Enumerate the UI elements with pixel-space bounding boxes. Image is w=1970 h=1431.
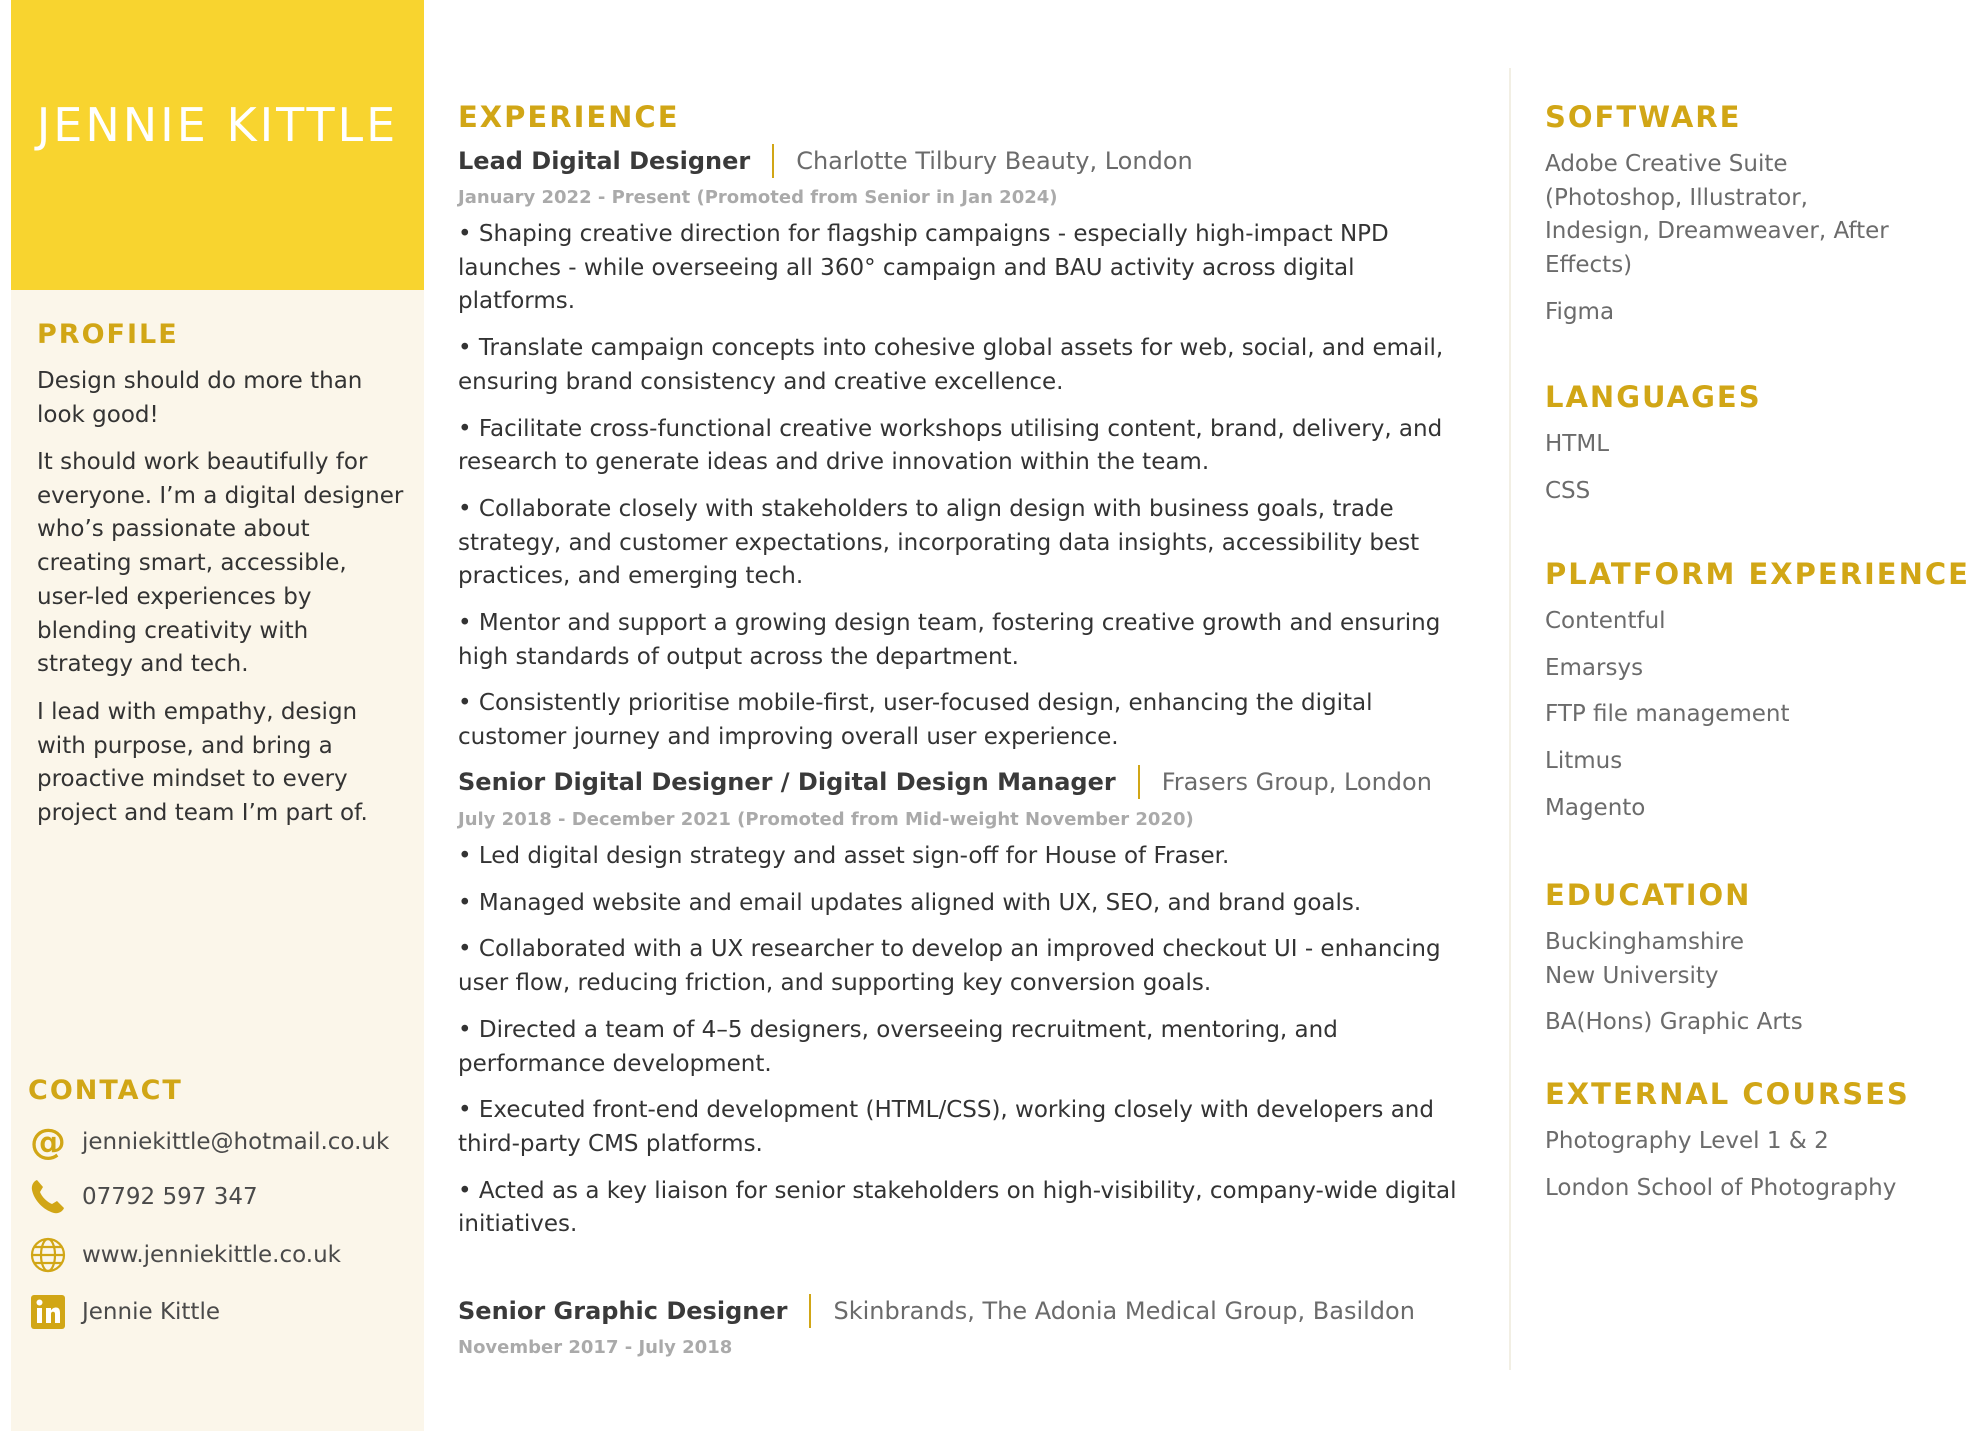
list-item: • Led digital design strategy and asset sign-off for House of Fraser. <box>458 840 1478 874</box>
list-item: • Acted as a key liaison for senior stakeholders on high-visibility, company-wide digital initiatives. <box>458 1175 1478 1242</box>
contact-website[interactable] <box>28 1235 341 1275</box>
list-item: Contentful <box>1545 608 1666 634</box>
contact-phone[interactable] <box>28 1177 258 1217</box>
list-item: Buckinghamshire New University <box>1545 929 1745 989</box>
profile-paragraph: I lead with empathy, design with purpose, and bring a proactive mindset to every project and team I’m part of. <box>37 699 368 827</box>
external-courses-list <box>1545 1125 1920 1218</box>
list-item: • Consistently prioritise mobile-first, user-focused design, enhancing the digital customer journey and improving overall user experience. <box>458 687 1478 754</box>
job-company: Frasers Group, London <box>1161 768 1432 796</box>
list-item: Adobe Creative Suite (Photoshop, Illustrator, Indesign, Dreamweaver, After Effects) <box>1545 151 1889 279</box>
software-heading: SOFTWARE <box>1545 100 1742 134</box>
contact-linkedin[interactable] <box>28 1292 220 1332</box>
job-title: Lead Digital Designer <box>458 147 751 175</box>
contact-heading: CONTACT <box>28 1075 183 1106</box>
experience-heading: EXPERIENCE <box>458 100 680 134</box>
resume-name: JENNIE KITTLE <box>36 98 399 152</box>
education-heading: EDUCATION <box>1545 878 1752 912</box>
job-header <box>458 141 1193 181</box>
column-divider <box>1509 68 1511 1370</box>
list-item: Emarsys <box>1545 654 1644 681</box>
list-item: • Facilitate cross-functional creative workshops utilising content, brand, delivery, and research to generate ideas and drive innovation within the team. <box>458 413 1478 480</box>
job-bullets <box>458 840 1478 1255</box>
separator <box>1138 765 1140 799</box>
at-icon <box>28 1122 68 1162</box>
list-item: • Directed a team of 4–5 designers, overseeing recruitment, mentoring, and performance development. <box>458 1014 1478 1081</box>
job-company: Skinbrands, The Adonia Medical Group, Basildon <box>833 1297 1415 1325</box>
job-bullets <box>458 218 1478 768</box>
list-item: London School of Photography <box>1545 1174 1897 1201</box>
profile-paragraph: Design should do more than look good! <box>37 368 363 428</box>
list-item: • Collaborate closely with stakeholders to align design with business goals, trade strategy, and customer expectations, incorporating data insights, accessibility best practices, and emerging tech. <box>458 493 1478 594</box>
list-item: BA(Hons) Graphic Arts <box>1545 1009 1803 1036</box>
list-item: • Managed website and email updates aligned with UX, SEO, and brand goals. <box>458 887 1478 921</box>
profile-heading: PROFILE <box>37 319 179 350</box>
platform-list <box>1545 605 1920 839</box>
list-item: CSS <box>1545 477 1591 504</box>
list-item: Photography Level 1 & 2 <box>1545 1128 1829 1154</box>
job-title: Senior Digital Designer / Digital Design Manager <box>458 768 1116 796</box>
job-header <box>458 762 1432 802</box>
profile-paragraph: It should work beautifully for everyone. I’m a digital designer who’s passionate about creating smart, accessible, user-led experiences by blending creativity with strategy and tech. <box>37 449 404 678</box>
education-list <box>1545 926 1803 1053</box>
phone-icon <box>28 1177 68 1217</box>
job-dates: November 2017 - July 2018 <box>458 1337 733 1358</box>
separator <box>809 1294 811 1328</box>
linkedin-icon <box>28 1292 68 1332</box>
languages-heading: LANGUAGES <box>1545 380 1762 414</box>
list-item: • Translate campaign concepts into cohesive global assets for web, social, and email, ensuring brand consistency and creative excellence. <box>458 332 1478 399</box>
job-company: Charlotte Tilbury Beauty, London <box>796 147 1193 175</box>
job-header <box>458 1291 1415 1331</box>
list-item: FTP file management <box>1545 701 1790 728</box>
job-dates: July 2018 - December 2021 (Promoted from Mid-weight November 2020) <box>458 809 1194 830</box>
job-dates: January 2022 - Present (Promoted from Senior in Jan 2024) <box>458 187 1058 208</box>
list-item: Litmus <box>1545 748 1623 775</box>
list-item: • Mentor and support a growing design team, fostering creative growth and ensuring high standards of output across the department. <box>458 607 1478 674</box>
list-item: Figma <box>1545 298 1615 325</box>
separator <box>772 144 774 178</box>
job-title: Senior Graphic Designer <box>458 1297 788 1325</box>
list-item: HTML <box>1545 431 1610 457</box>
software-list <box>1545 148 1920 343</box>
platform-experience-heading: PLATFORM EXPERIENCE <box>1545 557 1970 591</box>
email-text[interactable]: jenniekittle@hotmail.co.uk <box>82 1129 390 1155</box>
svg-text:@: @ <box>30 1122 66 1163</box>
website-text[interactable]: www.jenniekittle.co.uk <box>82 1242 341 1268</box>
list-item: • Executed front-end development (HTML/CSS), working closely with developers and third-party CMS platforms. <box>458 1094 1478 1161</box>
contact-email[interactable] <box>28 1122 389 1162</box>
list-item: Magento <box>1545 794 1646 821</box>
globe-icon <box>28 1235 68 1275</box>
list-item: • Collaborated with a UX researcher to develop an improved checkout UI - enhancing user flow, reducing friction, and supporting key conversion goals. <box>458 933 1478 1000</box>
phone-text[interactable]: 07792 597 347 <box>82 1184 258 1210</box>
external-courses-heading: EXTERNAL COURSES <box>1545 1077 1910 1111</box>
list-item: • Shaping creative direction for flagship campaigns - especially high-impact NPD launches - while overseeing all 360° campaign and BAU activity across digital platforms. <box>458 218 1478 319</box>
languages-list <box>1545 428 1920 521</box>
linkedin-text[interactable]: Jennie Kittle <box>82 1299 220 1325</box>
